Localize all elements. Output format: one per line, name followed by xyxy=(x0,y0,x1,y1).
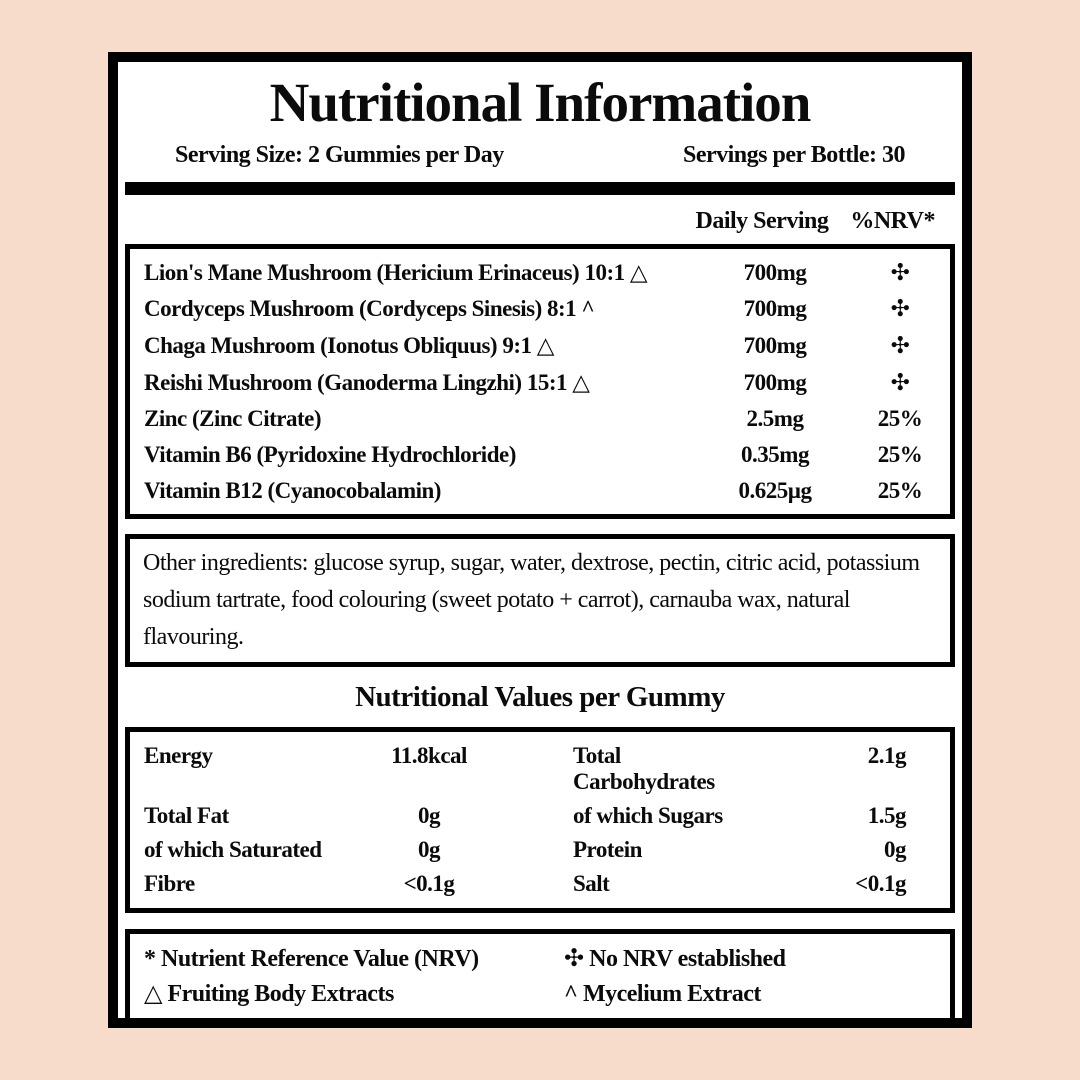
table-column-header xyxy=(118,208,962,235)
value-amount-right: 1.5g xyxy=(867,803,906,828)
value-amount-left: 11.8kcal xyxy=(391,743,467,768)
table-row xyxy=(130,327,950,364)
value-label-right: Total Carbohydrates xyxy=(573,743,715,794)
table-row xyxy=(130,291,950,327)
table-row xyxy=(130,364,950,401)
ingredient-nrv-value: ✣ xyxy=(890,332,910,358)
value-label-left: Fibre xyxy=(144,871,195,896)
value-label-right: Protein xyxy=(573,837,642,862)
ingredient-nrv-value: 25% xyxy=(877,478,923,503)
serving-size-text: Serving Size: 2 Gummies per Day xyxy=(175,142,504,168)
table-row xyxy=(140,833,940,867)
ingredient-amount: 0.625µg xyxy=(738,478,812,503)
ingredient-nrv-value: ✣ xyxy=(890,259,910,285)
other-ingredients-text: Other ingredients: glucose syrup, sugar, water, dextrose, pectin, citric acid, potassium sodium tartrate, food colouring (sweet potato + carrot), carnauba wax, natural flavouring. xyxy=(143,550,920,650)
ingredient-name: Vitamin B12 (Cyanocobalamin) xyxy=(144,478,441,503)
footnotes-box xyxy=(125,929,955,1025)
footnote-fruiting-body: △ Fruiting Body Extracts xyxy=(144,981,394,1007)
value-label-right: of which Sugars xyxy=(573,803,723,828)
ingredient-name: Zinc (Zinc Citrate) xyxy=(144,406,322,431)
table-row xyxy=(130,437,950,473)
ingredient-nrv-value: 25% xyxy=(877,442,923,467)
other-ingredients-box xyxy=(125,534,955,667)
ingredient-amount: 700mg xyxy=(743,332,807,358)
ingredient-name: Cordyceps Mushroom (Cordyceps Sinesis) 8:1 ^ xyxy=(144,296,595,321)
table-row xyxy=(140,739,940,799)
value-label-right: Salt xyxy=(573,871,610,896)
nutritional-values-table xyxy=(125,727,955,913)
value-label-left: Total Fat xyxy=(144,803,229,828)
page-title: Nutritional Information xyxy=(269,72,811,133)
table-row xyxy=(130,473,950,509)
ingredient-amount: 0.35mg xyxy=(741,442,809,467)
table-row xyxy=(140,799,940,833)
ingredient-amount: 2.5mg xyxy=(746,406,804,431)
ingredient-nrv-value: ✣ xyxy=(890,296,910,321)
value-amount-right: 2.1g xyxy=(867,743,906,768)
table-row xyxy=(140,867,940,901)
value-label-left: Energy xyxy=(144,743,213,768)
nrv-column-label: %NRV* xyxy=(850,208,935,234)
serving-info-row xyxy=(118,142,962,169)
footnote-nrv-definition: * Nutrient Reference Value (NRV) xyxy=(144,946,479,972)
value-amount-left: <0.1g xyxy=(403,871,455,896)
nutrition-label xyxy=(108,52,972,1028)
divider-bar xyxy=(125,182,955,195)
footnote-mycelium: ^ Mycelium Extract xyxy=(564,981,761,1007)
ingredient-name: Vitamin B6 (Pyridoxine Hydrochloride) xyxy=(144,442,516,467)
value-amount-right: <0.1g xyxy=(855,871,906,896)
value-label-left: of which Saturated xyxy=(144,837,322,862)
ingredients-table xyxy=(125,244,955,519)
footnotes-grid xyxy=(144,942,936,1012)
daily-serving-column-label: Daily Serving xyxy=(695,208,829,234)
ingredient-amount: 700mg xyxy=(743,259,807,285)
servings-per-bottle-text: Servings per Bottle: 30 xyxy=(682,142,905,168)
ingredient-amount: 700mg xyxy=(743,296,807,321)
ingredient-nrv-value: 25% xyxy=(877,406,923,431)
ingredient-nrv-value: ✣ xyxy=(890,369,910,395)
table-row xyxy=(130,254,950,291)
footnote-no-nrv: ✣ No NRV established xyxy=(564,946,786,972)
value-amount-left: 0g xyxy=(418,837,440,862)
ingredient-amount: 700mg xyxy=(743,369,807,395)
table-row xyxy=(130,401,950,437)
value-amount-left: 0g xyxy=(418,803,440,828)
ingredient-name: Chaga Mushroom (Ionotus Obliquus) 9:1 △ xyxy=(144,333,554,358)
value-amount-right: 0g xyxy=(884,837,906,862)
ingredient-name: Reishi Mushroom (Ganoderma Lingzhi) 15:1 △ xyxy=(144,370,590,395)
values-section-heading: Nutritional Values per Gummy xyxy=(355,681,725,713)
ingredient-name: Lion's Mane Mushroom (Hericium Erinaceus) 10:1 △ xyxy=(144,260,648,285)
